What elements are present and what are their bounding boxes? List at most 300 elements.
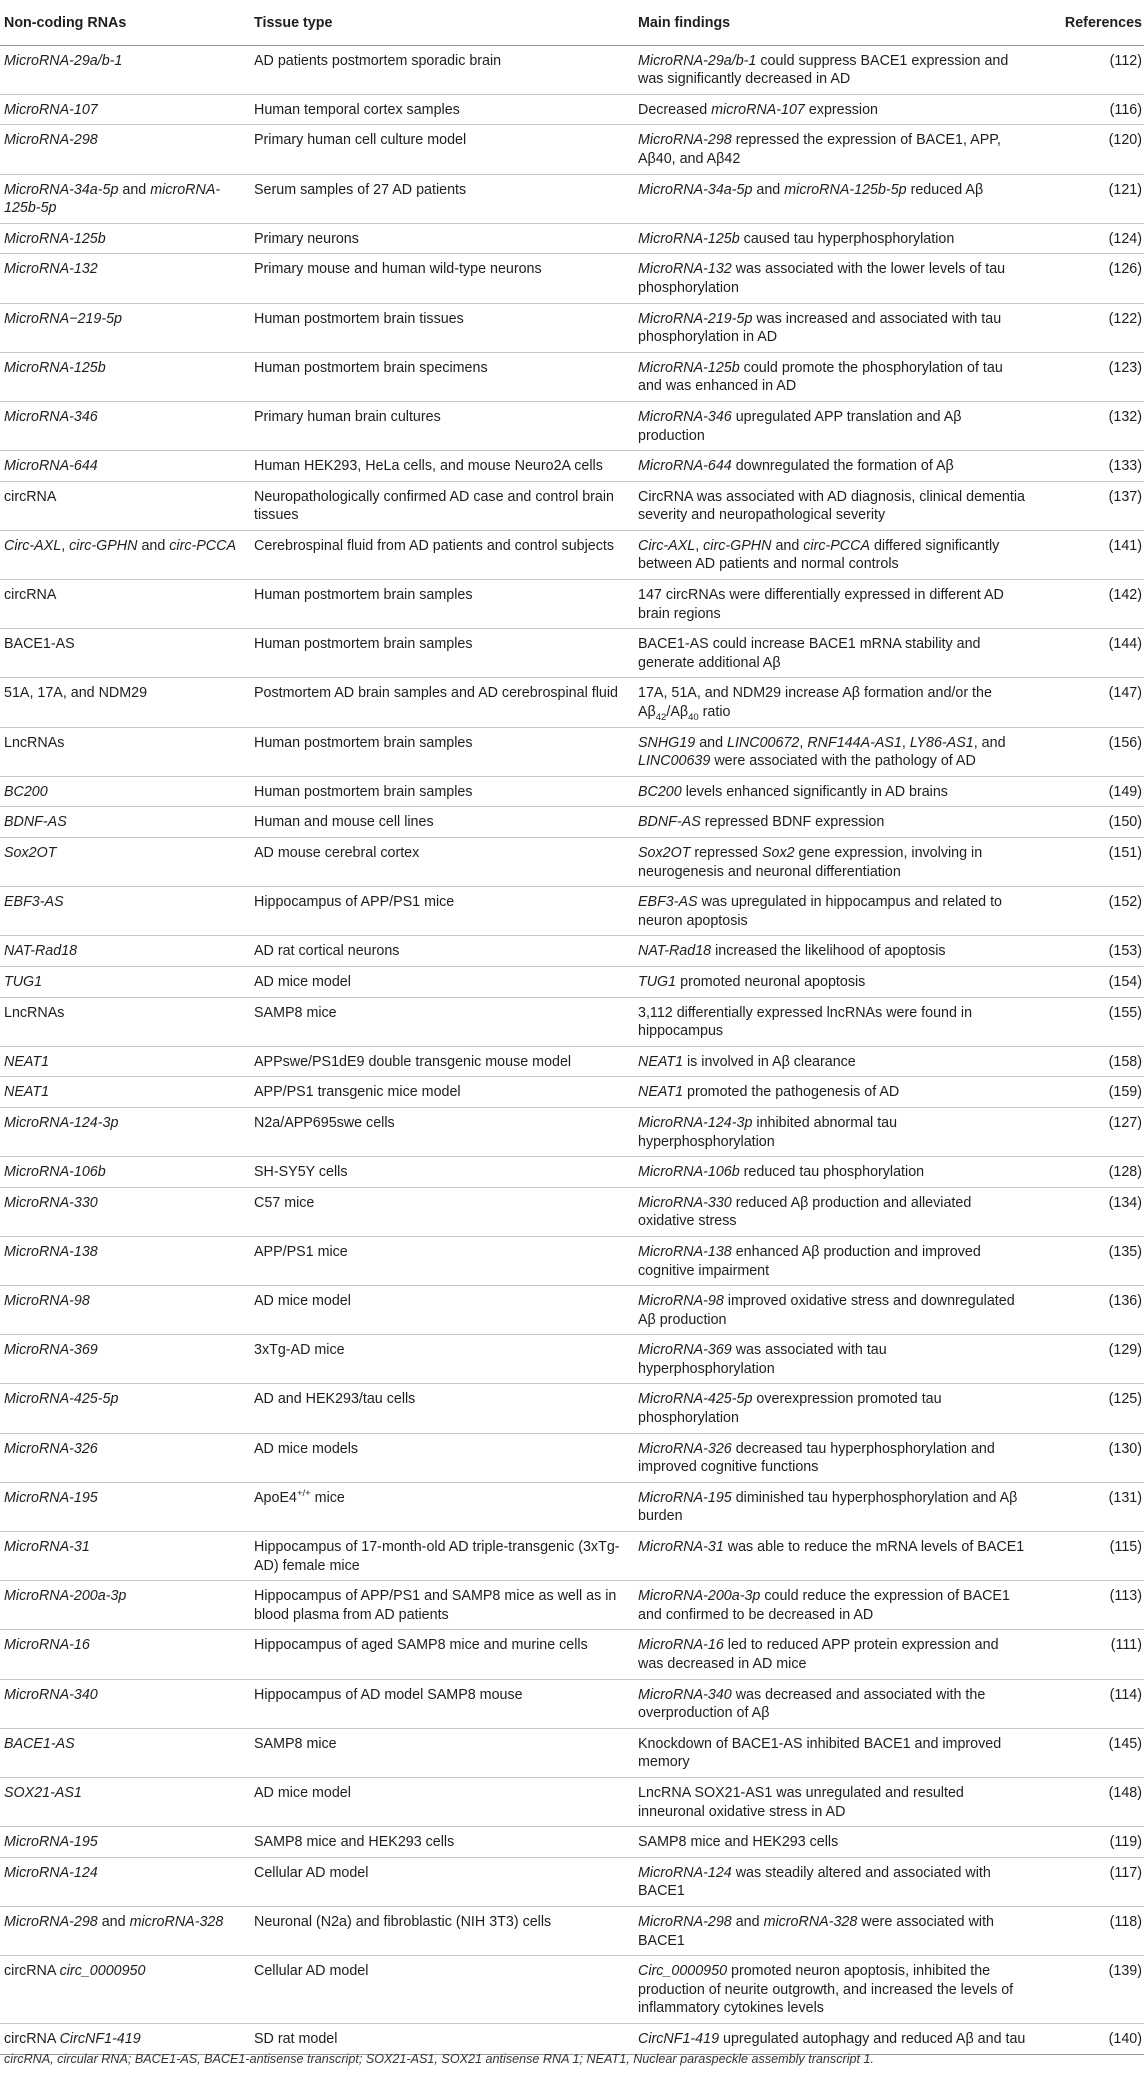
text-segment: NEAT1	[4, 1084, 50, 1101]
text-segment: LncRNAs	[4, 1004, 65, 1021]
text-segment: was associated with the lower levels of tau phosphorylation	[638, 261, 1006, 296]
cell-noncoding-rna	[0, 727, 254, 776]
text-segment: Primary mouse and human wild-type neurons	[254, 261, 542, 278]
cell-reference: (142)	[1036, 580, 1144, 629]
text-segment: MicroRNA-132	[638, 261, 732, 278]
text-segment: Human postmortem brain samples	[254, 636, 473, 653]
text-segment: was steadily altered and associated with BACE1	[638, 1864, 991, 1900]
cell-reference: (151)	[1036, 838, 1144, 887]
text-segment: upregulated APP translation and Aβ production	[638, 408, 962, 444]
text-segment: ApoE4	[254, 1489, 297, 1506]
text-segment: repressed BDNF expression	[700, 814, 885, 831]
text-segment: expression	[804, 101, 878, 118]
cell-tissue-type	[254, 1236, 638, 1285]
text-segment: BACE1-AS could increase BACE1 mRNA stability and generate additional Aβ	[638, 636, 981, 671]
cell-reference: (152)	[1036, 887, 1144, 936]
cell-noncoding-rna	[0, 1157, 254, 1188]
text-segment: N2a/APP695swe cells	[254, 1114, 395, 1131]
cell-tissue-type	[254, 1827, 638, 1858]
table-row	[0, 1857, 1144, 1906]
text-segment: 40	[688, 711, 699, 723]
text-segment: ,	[695, 537, 704, 554]
text-segment: diminished tau hyperphosphorylation and Aβ burden	[638, 1489, 1018, 1525]
text-segment: and	[137, 537, 170, 554]
text-segment: MicroRNA-124	[4, 1864, 98, 1881]
cell-reference: (156)	[1036, 727, 1144, 776]
text-segment: BDNF-AS	[638, 814, 701, 831]
text-segment: LncRNAs	[4, 734, 65, 751]
text-segment: was able to reduce the mRNA levels of BACE1	[723, 1539, 1025, 1556]
text-segment: /Aβ	[666, 704, 689, 721]
table-footnote: circRNA, circular RNA; BACE1-AS, BACE1-antisense transcript; SOX21-AS1, SOX21 antisense RNA 1; NEAT1, Nuclear paraspeckle assembly transcript 1.	[4, 2052, 874, 2066]
cell-tissue-type	[254, 401, 638, 450]
cell-main-findings	[638, 678, 1036, 727]
cell-noncoding-rna	[0, 807, 254, 838]
cell-noncoding-rna	[0, 838, 254, 887]
header-noncoding-rnas: Non-coding RNAs	[0, 0, 254, 45]
text-segment: and	[118, 181, 151, 198]
cell-tissue-type	[254, 451, 638, 482]
text-segment: could reduce the expression of BACE1 and confirmed to be decreased in AD	[638, 1588, 1010, 1623]
text-segment: BDNF-AS	[4, 814, 67, 831]
cell-tissue-type	[254, 45, 638, 94]
table-row	[0, 1077, 1144, 1108]
table-body	[0, 45, 1144, 2054]
table-row	[0, 1187, 1144, 1236]
text-segment: MicroRNA-330	[4, 1194, 98, 1211]
text-segment: microRNA-328	[763, 1913, 858, 1930]
cell-reference: (117)	[1036, 1857, 1144, 1906]
text-segment: ,	[901, 734, 910, 751]
text-segment: Human postmortem brain specimens	[254, 359, 488, 376]
text-segment: Hippocampus of APP/PS1 mice	[254, 894, 455, 911]
cell-tissue-type	[254, 887, 638, 936]
cell-tissue-type	[254, 1630, 638, 1679]
table-row	[0, 580, 1144, 629]
table-row	[0, 1107, 1144, 1156]
cell-reference: (115)	[1036, 1532, 1144, 1581]
text-segment: TUG1	[4, 973, 43, 990]
cell-noncoding-rna	[0, 1107, 254, 1156]
table-row	[0, 1956, 1144, 2024]
text-segment: Hippocampus of aged SAMP8 mice and murine cells	[254, 1637, 588, 1654]
cell-tissue-type	[254, 530, 638, 579]
text-segment: repressed	[690, 845, 762, 861]
table-row	[0, 997, 1144, 1046]
text-segment: MicroRNA-200a-3p	[4, 1588, 127, 1605]
text-segment: repressed the expression of BACE1, APP, Aβ40, and Aβ42	[638, 132, 1001, 167]
cell-noncoding-rna	[0, 997, 254, 1046]
table-row	[0, 1157, 1144, 1188]
text-segment: BACE1-AS	[4, 1735, 75, 1752]
text-segment: BC200	[4, 783, 48, 800]
cell-tissue-type	[254, 2023, 638, 2054]
cell-noncoding-rna	[0, 1906, 254, 1955]
text-segment: MicroRNA-644	[638, 458, 732, 475]
text-segment: AD and HEK293/tau cells	[254, 1391, 416, 1408]
table-row	[0, 1581, 1144, 1630]
header-main-findings: Main findings	[638, 0, 1036, 45]
text-segment: AD mice model	[254, 973, 351, 990]
text-segment: MicroRNA-125b	[638, 359, 740, 376]
header-row	[0, 0, 1144, 45]
text-segment: Human and mouse cell lines	[254, 814, 434, 831]
text-segment: EBF3-AS	[4, 894, 64, 911]
text-segment: MicroRNA-107	[4, 101, 98, 118]
text-segment: 3xTg-AD mice	[254, 1342, 345, 1359]
table-row	[0, 1827, 1144, 1858]
text-segment: overexpression promoted tau phosphorylation	[638, 1391, 942, 1427]
table-row	[0, 481, 1144, 530]
text-segment: microRNA-125b-5p	[784, 181, 907, 198]
text-segment: circRNA	[4, 1963, 60, 1980]
cell-tissue-type	[254, 174, 638, 223]
text-segment: SAMP8 mice and HEK293 cells	[254, 1834, 455, 1851]
text-segment: MicroRNA-29a/b-1	[4, 52, 123, 69]
text-segment: NEAT1	[4, 1053, 50, 1070]
table-row	[0, 94, 1144, 125]
cell-reference: (111)	[1036, 1630, 1144, 1679]
cell-noncoding-rna	[0, 1956, 254, 2024]
cell-tissue-type	[254, 936, 638, 967]
text-segment: BACE1-AS	[4, 636, 75, 653]
text-segment: MicroRNA-138	[4, 1243, 98, 1260]
text-segment: gene expression, involving in neurogenesis and neuronal differentiation	[638, 845, 983, 880]
text-segment: improved oxidative stress and downregulated Aβ production	[638, 1293, 1015, 1328]
cell-main-findings	[638, 1679, 1036, 1728]
table-row	[0, 1482, 1144, 1531]
cell-reference: (126)	[1036, 254, 1144, 303]
text-segment: ratio	[698, 704, 731, 721]
cell-tissue-type	[254, 1433, 638, 1482]
text-segment: MicroRNA-195	[638, 1489, 732, 1506]
text-segment: Circ-AXL	[638, 537, 696, 554]
table-row	[0, 629, 1144, 678]
cell-tissue-type	[254, 1046, 638, 1077]
cell-noncoding-rna	[0, 1046, 254, 1077]
text-segment: MicroRNA-326	[4, 1440, 98, 1457]
cell-main-findings	[638, 1581, 1036, 1630]
table-row	[0, 1777, 1144, 1826]
text-segment: MicroRNA-34a-5p	[638, 181, 753, 198]
cell-reference: (128)	[1036, 1157, 1144, 1188]
text-segment: inhibited abnormal tau hyperphosphorylation	[638, 1114, 898, 1150]
text-segment: , and	[973, 734, 1006, 751]
text-segment: MicroRNA-106b	[4, 1164, 106, 1181]
text-segment: Sox2OT	[4, 845, 57, 861]
table-row	[0, 451, 1144, 482]
cell-noncoding-rna	[0, 1384, 254, 1433]
table-row	[0, 2023, 1144, 2054]
text-segment: CircNF1-419	[59, 2030, 141, 2047]
text-segment: SD rat model	[254, 2030, 338, 2047]
text-segment: SAMP8 mice and HEK293 cells	[638, 1834, 839, 1851]
cell-noncoding-rna	[0, 1679, 254, 1728]
cell-tissue-type	[254, 1286, 638, 1335]
text-segment: +/+	[296, 1488, 311, 1500]
text-segment: Hippocampus of APP/PS1 and SAMP8 mice as well as in blood plasma from AD patients	[254, 1588, 617, 1623]
text-segment: SAMP8 mice	[254, 1004, 337, 1021]
text-segment: NAT-Rad18	[4, 943, 78, 960]
text-segment: Human postmortem brain samples	[254, 734, 473, 751]
table-row	[0, 936, 1144, 967]
text-segment: MicroRNA-106b	[638, 1164, 740, 1181]
text-segment: MicroRNA-31	[4, 1539, 90, 1556]
cell-tissue-type	[254, 776, 638, 807]
text-segment: Postmortem AD brain samples and AD cerebrospinal fluid	[254, 685, 618, 702]
text-segment: is involved in Aβ clearance	[683, 1053, 856, 1070]
table-row	[0, 1384, 1144, 1433]
text-segment: MicroRNA-330	[638, 1194, 732, 1211]
text-segment: BC200	[638, 783, 682, 800]
cell-noncoding-rna	[0, 530, 254, 579]
cell-main-findings	[638, 1956, 1036, 2024]
text-segment: MicroRNA-425-5p	[638, 1391, 753, 1408]
text-segment: APP/PS1 mice	[254, 1243, 348, 1260]
cell-main-findings	[638, 94, 1036, 125]
cell-noncoding-rna	[0, 1236, 254, 1285]
text-segment: Serum samples of 27 AD patients	[254, 181, 467, 198]
text-segment: microRNA-107	[711, 101, 805, 118]
cell-tissue-type	[254, 580, 638, 629]
cell-tissue-type	[254, 1532, 638, 1581]
cell-reference: (145)	[1036, 1728, 1144, 1777]
text-segment: MicroRNA-346	[638, 408, 732, 425]
text-segment: MicroRNA-326	[638, 1440, 732, 1457]
cell-main-findings	[638, 997, 1036, 1046]
text-segment: differed significantly between AD patients and normal controls	[638, 537, 1000, 573]
cell-main-findings	[638, 223, 1036, 254]
cell-reference: (137)	[1036, 481, 1144, 530]
text-segment: NAT-Rad18	[638, 943, 712, 960]
cell-noncoding-rna	[0, 303, 254, 352]
cell-tissue-type	[254, 1956, 638, 2024]
cell-tissue-type	[254, 997, 638, 1046]
cell-tissue-type	[254, 727, 638, 776]
table-row	[0, 678, 1144, 727]
text-segment: MicroRNA-125b	[4, 230, 106, 247]
cell-noncoding-rna	[0, 174, 254, 223]
cell-noncoding-rna	[0, 2023, 254, 2054]
text-segment: SNHG19	[638, 734, 696, 751]
cell-noncoding-rna	[0, 966, 254, 997]
cell-main-findings	[638, 1286, 1036, 1335]
cell-noncoding-rna	[0, 352, 254, 401]
cell-reference: (130)	[1036, 1433, 1144, 1482]
text-segment: LINC00672	[727, 734, 800, 751]
text-segment: promoted neuron apoptosis, inhibited the production of neurite outgrowth, and increased the levels of inflammatory cytokines levels	[638, 1963, 1014, 2017]
text-segment: NEAT1	[638, 1084, 684, 1101]
cell-reference: (150)	[1036, 807, 1144, 838]
cell-reference: (140)	[1036, 2023, 1144, 2054]
table-row	[0, 303, 1144, 352]
table-row	[0, 401, 1144, 450]
table-row	[0, 530, 1144, 579]
text-segment: downregulated the formation of Aβ	[731, 458, 954, 475]
text-segment: could promote the phosphorylation of tau and was enhanced in AD	[638, 359, 1003, 395]
text-segment: CircRNA was associated with AD diagnosis, clinical dementia severity and neuropathological severity	[638, 488, 1025, 524]
cell-tissue-type	[254, 1187, 638, 1236]
cell-main-findings	[638, 401, 1036, 450]
text-segment: MicroRNA-124-3p	[4, 1114, 119, 1131]
cell-reference: (127)	[1036, 1107, 1144, 1156]
cell-main-findings	[638, 451, 1036, 482]
cell-noncoding-rna	[0, 1581, 254, 1630]
cell-noncoding-rna	[0, 223, 254, 254]
text-segment: MicroRNA-138	[638, 1243, 732, 1260]
table-row	[0, 223, 1144, 254]
text-segment: MicroRNA-98	[638, 1293, 724, 1310]
cell-reference: (118)	[1036, 1906, 1144, 1955]
text-segment: Knockdown of BACE1-AS inhibited BACE1 and improved memory	[638, 1735, 1002, 1771]
text-segment: Human postmortem brain samples	[254, 783, 473, 800]
text-segment: reduced tau phosphorylation	[739, 1164, 925, 1181]
cell-tissue-type	[254, 1107, 638, 1156]
text-segment: 17A, 51A, and NDM29 increase Aβ formation and/or the Aβ	[638, 685, 992, 721]
cell-reference: (141)	[1036, 530, 1144, 579]
cell-tissue-type	[254, 1777, 638, 1826]
cell-noncoding-rna	[0, 45, 254, 94]
cell-tissue-type	[254, 303, 638, 352]
header-tissue-type: Tissue type	[254, 0, 638, 45]
text-segment: MicroRNA-298	[4, 132, 98, 149]
cell-tissue-type	[254, 1906, 638, 1955]
text-segment: were associated with BACE1	[638, 1913, 994, 1949]
text-segment: LY86-AS1	[909, 734, 974, 751]
cell-tissue-type	[254, 678, 638, 727]
cell-main-findings	[638, 1827, 1036, 1858]
text-segment: reduced Aβ	[906, 181, 984, 198]
text-segment: Human temporal cortex samples	[254, 101, 460, 118]
table-row	[0, 966, 1144, 997]
cell-noncoding-rna	[0, 887, 254, 936]
cell-reference: (139)	[1036, 1956, 1144, 2024]
cell-reference: (122)	[1036, 303, 1144, 352]
cell-noncoding-rna	[0, 1532, 254, 1581]
cell-main-findings	[638, 303, 1036, 352]
text-segment: CircNF1-419	[638, 2030, 720, 2047]
text-segment: LINC00639	[638, 753, 711, 770]
text-segment: MicroRNA-298	[4, 1913, 98, 1930]
text-segment: could suppress BACE1 expression and was significantly decreased in AD	[638, 52, 1009, 88]
cell-noncoding-rna	[0, 401, 254, 450]
text-segment: TUG1	[638, 973, 677, 990]
cell-reference: (149)	[1036, 776, 1144, 807]
cell-reference: (132)	[1036, 401, 1144, 450]
text-segment: circRNA	[4, 488, 57, 505]
text-segment: Circ_0000950	[638, 1963, 728, 1980]
text-segment: MicroRNA-340	[4, 1686, 98, 1703]
cell-main-findings	[638, 776, 1036, 807]
cell-reference: (121)	[1036, 174, 1144, 223]
cell-noncoding-rna	[0, 94, 254, 125]
header-references: References	[1036, 0, 1144, 45]
text-segment: MicroRNA-31	[638, 1539, 724, 1556]
text-segment: and	[695, 734, 728, 751]
cell-noncoding-rna	[0, 1777, 254, 1826]
cell-main-findings	[638, 174, 1036, 223]
cell-reference: (155)	[1036, 997, 1144, 1046]
text-segment: SOX21-AS1	[4, 1784, 82, 1801]
cell-main-findings	[638, 2023, 1036, 2054]
cell-tissue-type	[254, 1482, 638, 1531]
cell-main-findings	[638, 1046, 1036, 1077]
text-segment: ,	[61, 537, 70, 554]
table-row	[0, 1679, 1144, 1728]
text-segment: microRNA-125b-5p	[4, 181, 221, 217]
text-segment: Primary neurons	[254, 230, 359, 247]
cell-reference: (124)	[1036, 223, 1144, 254]
cell-main-findings	[638, 838, 1036, 887]
cell-tissue-type	[254, 125, 638, 174]
cell-main-findings	[638, 481, 1036, 530]
table-row	[0, 254, 1144, 303]
cell-noncoding-rna	[0, 1286, 254, 1335]
text-segment: Sox2	[761, 845, 795, 861]
table-row	[0, 727, 1144, 776]
cell-noncoding-rna	[0, 776, 254, 807]
text-segment: AD mouse cerebral cortex	[254, 845, 420, 861]
cell-noncoding-rna	[0, 254, 254, 303]
text-segment: circ_0000950	[59, 1963, 146, 1980]
text-segment: Human HEK293, HeLa cells, and mouse Neuro2A cells	[254, 458, 603, 475]
text-segment: RNF144A-AS1	[807, 734, 902, 751]
text-segment: ,	[799, 734, 808, 751]
text-segment: Primary human cell culture model	[254, 132, 467, 149]
cell-tissue-type	[254, 223, 638, 254]
cell-noncoding-rna	[0, 678, 254, 727]
cell-noncoding-rna	[0, 481, 254, 530]
cell-noncoding-rna	[0, 1728, 254, 1777]
text-segment: were associated with the pathology of AD	[710, 753, 976, 770]
cell-noncoding-rna	[0, 580, 254, 629]
table-row	[0, 45, 1144, 94]
text-segment: MicroRNA-644	[4, 458, 98, 475]
cell-reference: (131)	[1036, 1482, 1144, 1531]
cell-noncoding-rna	[0, 1827, 254, 1858]
cell-reference: (113)	[1036, 1581, 1144, 1630]
cell-main-findings	[638, 1728, 1036, 1777]
text-segment: MicroRNA-369	[638, 1342, 732, 1359]
cell-tissue-type	[254, 807, 638, 838]
text-segment: mice	[310, 1489, 345, 1506]
text-segment: MicroRNA-98	[4, 1293, 90, 1310]
text-segment: Circ-AXL	[4, 537, 62, 554]
text-segment: MicroRNA-298	[638, 1913, 732, 1930]
text-segment: MicroRNA-298	[638, 132, 732, 149]
text-segment: Cellular AD model	[254, 1963, 369, 1980]
cell-reference: (136)	[1036, 1286, 1144, 1335]
table-row	[0, 1433, 1144, 1482]
cell-noncoding-rna	[0, 451, 254, 482]
text-segment: MicroRNA-16	[4, 1637, 90, 1654]
text-segment: increased the likelihood of apoptosis	[711, 943, 946, 960]
cell-noncoding-rna	[0, 629, 254, 678]
text-segment: Cellular AD model	[254, 1864, 369, 1881]
cell-noncoding-rna	[0, 1482, 254, 1531]
text-segment: MicroRNA-346	[4, 408, 98, 425]
text-segment: NEAT1	[638, 1053, 684, 1070]
cell-reference: (129)	[1036, 1335, 1144, 1384]
text-segment: Hippocampus of 17-month-old AD triple-transgenic (3xTg-AD) female mice	[254, 1539, 620, 1574]
cell-noncoding-rna	[0, 1630, 254, 1679]
cell-tissue-type	[254, 1857, 638, 1906]
text-segment: circ-GPHN	[703, 537, 772, 554]
text-segment: Primary human brain cultures	[254, 408, 441, 425]
text-segment: AD mice model	[254, 1293, 351, 1310]
text-segment: reduced Aβ production and alleviated oxidative stress	[638, 1194, 972, 1230]
cell-main-findings	[638, 1077, 1036, 1108]
